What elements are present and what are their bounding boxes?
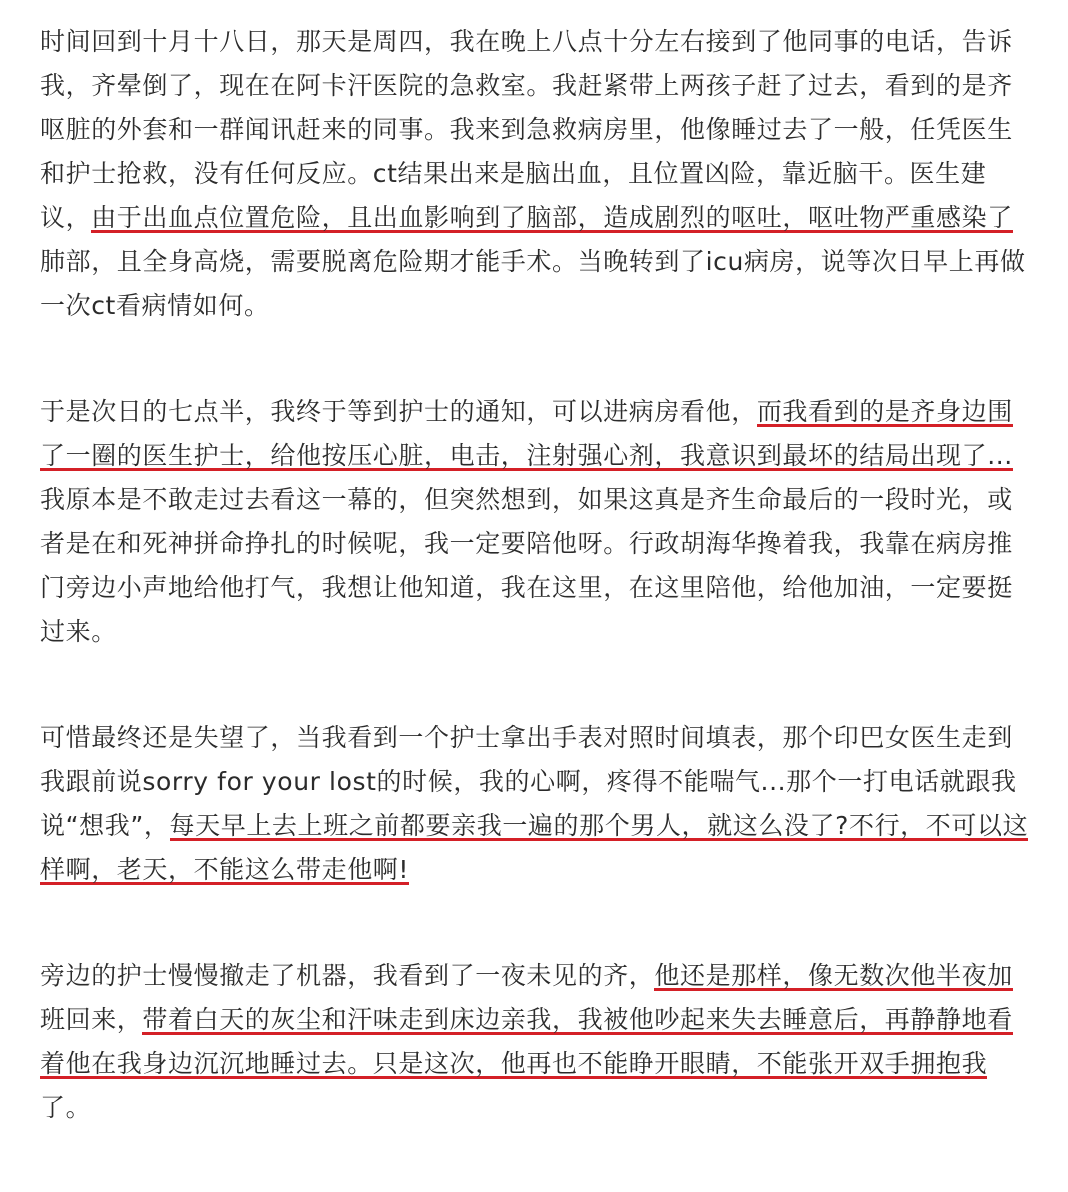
text-segment: 旁边的护士慢慢撤走了机器，我看到了一夜未见的齐，	[40, 961, 655, 990]
paragraph	[40, 954, 1040, 1130]
underlined-text: 着他在我身边沉沉地睡过去。只是这次，他再也不能睁开眼睛，不能张开双手拥抱我	[40, 1049, 988, 1078]
text-segment: 我跟前说sorry for your lost的时候，我的心啊，疼得不能喘气...那个一打电话就跟我	[40, 767, 1017, 796]
text-line	[40, 478, 1040, 522]
underlined-text: 样啊，老天，不能这么带走他啊!	[40, 855, 410, 884]
text-segment: 门旁边小声地给他打气，我想让他知道，我在这里，在这里陪他，给他加油，一定要挺	[40, 573, 1013, 602]
underlined-text: 他还是那样，像无数次他半夜加	[654, 961, 1013, 990]
paragraph	[40, 390, 1040, 654]
text-line	[40, 240, 1040, 284]
text-segment: 于是次日的七点半，我终于等到护士的通知，可以进病房看他，	[40, 397, 757, 426]
text-segment: 可惜最终还是失望了，当我看到一个护士拿出手表对照时间填表，那个印巴女医生走到	[40, 723, 1013, 752]
text-line	[40, 390, 1040, 434]
text-segment: 呕脏的外套和一群闻讯赶来的同事。我来到急救病房里，他像睡过去了一般，任凭医生	[40, 115, 1013, 144]
text-segment: 我，齐晕倒了，现在在阿卡汗医院的急救室。我赶紧带上两孩子赶了过去，看到的是齐	[40, 71, 1013, 100]
text-line	[40, 848, 1040, 892]
text-segment: 者是在和死神拼命挣扎的时候呢，我一定要陪他呀。行政胡海华搀着我，我靠在病房推	[40, 529, 1013, 558]
text-segment: 了。	[40, 1093, 92, 1122]
text-line	[40, 522, 1040, 566]
text-segment: 议，	[40, 203, 92, 232]
underlined-text: 每天早上去上班之前都要亲我一遍的那个男人，就这么没了?不行，不可以这	[169, 811, 1029, 840]
paragraph	[40, 20, 1040, 328]
text-line	[40, 1086, 1040, 1130]
text-segment: 班回来，	[40, 1005, 143, 1034]
text-segment: 我原本是不敢走过去看这一幕的，但突然想到，如果这真是齐生命最后的一段时光，或	[40, 485, 1013, 514]
text-line	[40, 760, 1040, 804]
text-segment: 时间回到十月十八日，那天是周四，我在晚上八点十分左右接到了他同事的电话，告诉	[40, 27, 1013, 56]
underlined-text: 由于出血点位置危险，且出血影响到了脑部，造成剧烈的呕吐，呕吐物严重感染了	[91, 203, 1013, 232]
text-segment: 肺部，且全身高烧，需要脱离危险期才能手术。当晚转到了icu病房，说等次日早上再做	[40, 247, 1026, 276]
text-line	[40, 716, 1040, 760]
text-segment: 一次ct看病情如何。	[40, 291, 270, 320]
text-line	[40, 1042, 1040, 1086]
text-line	[40, 610, 1040, 654]
underlined-text: 带着白天的灰尘和汗味走到床边亲我，我被他吵起来失去睡意后，再静静地看	[142, 1005, 1013, 1034]
text-line	[40, 566, 1040, 610]
text-line	[40, 954, 1040, 998]
paragraph	[40, 716, 1040, 892]
article-body	[40, 20, 1040, 1192]
text-line	[40, 284, 1040, 328]
text-line	[40, 804, 1040, 848]
text-line	[40, 998, 1040, 1042]
text-line	[40, 196, 1040, 240]
text-segment: 过来。	[40, 617, 117, 646]
text-segment: 说“想我”，	[40, 811, 170, 840]
text-line	[40, 434, 1040, 478]
text-line	[40, 152, 1040, 196]
text-line	[40, 64, 1040, 108]
text-line	[40, 20, 1040, 64]
text-segment: 和护士抢救，没有任何反应。ct结果出来是脑出血，且位置凶险，靠近脑干。医生建	[40, 159, 987, 188]
underlined-text: 而我看到的是齐身边围	[756, 397, 1013, 426]
text-line	[40, 108, 1040, 152]
underlined-text: 了一圈的医生护士，给他按压心脏，电击，注射强心剂，我意识到最坏的结局出现了...	[40, 441, 1013, 470]
